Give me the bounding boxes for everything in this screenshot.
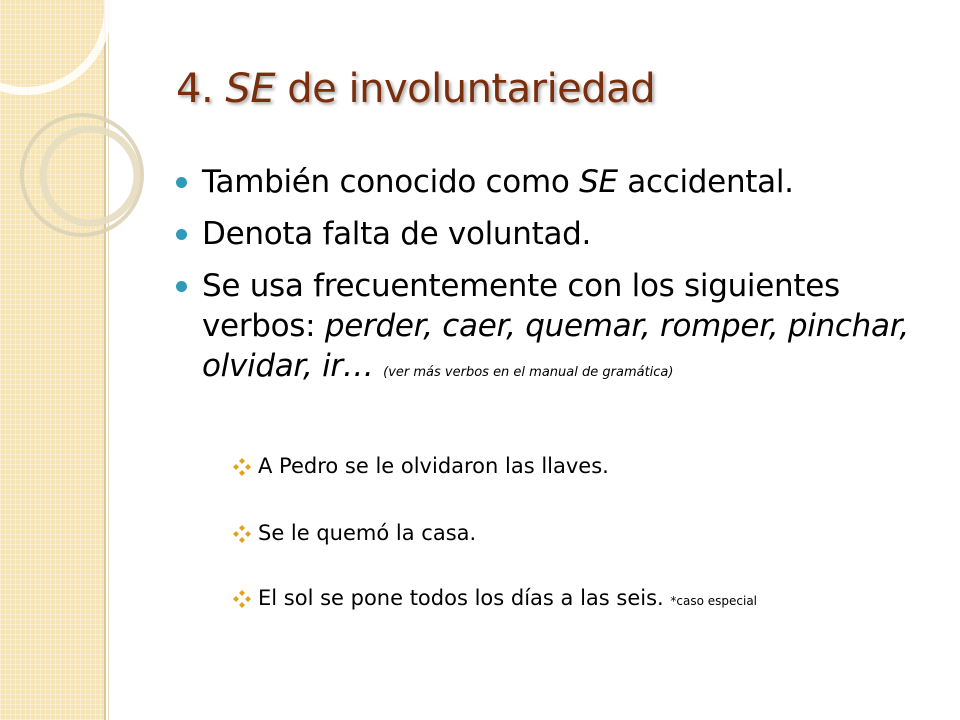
round-bullet-icon <box>176 177 187 188</box>
bullet-3-pre: Se usa frecuentemente con los siguientes verbos: <box>202 268 840 344</box>
decor-ring-top <box>0 0 108 91</box>
example-item-casa <box>232 519 757 547</box>
four-diamond-icon <box>232 457 252 477</box>
bullet-3-note: (ver más verbos en el manual de gramática) <box>383 365 674 380</box>
decorative-rings <box>0 0 200 320</box>
example-1-text: A Pedro se le olvidaron las llaves. <box>258 454 609 478</box>
title-rest: de involuntariedad <box>287 66 656 112</box>
bullet-1-em: SE <box>579 164 618 200</box>
bullet-1-text <box>202 164 794 200</box>
example-2-text: Se le quemó la casa. <box>258 521 477 545</box>
bullet-2-text: Denota falta de voluntad. <box>202 216 592 252</box>
bullet-item-accidental <box>176 162 916 202</box>
example-item-pedro <box>232 452 757 480</box>
bullet-3-text <box>202 268 909 384</box>
bullet-1-pre: También conocido como <box>202 164 580 200</box>
four-diamond-icon <box>232 524 252 544</box>
bullet-item-voluntad <box>176 214 916 254</box>
example-list <box>232 452 757 615</box>
bullet-list <box>176 162 916 405</box>
decor-ring-inner <box>43 129 137 223</box>
example-item-sol <box>232 584 757 615</box>
title-se: SE <box>225 66 276 112</box>
example-3-text: El sol se pone todos los días a las seis. <box>258 586 664 610</box>
bullet-3-verbs: perder, caer, quemar, romper, pinchar, olvidar, ir… <box>202 308 909 384</box>
round-bullet-icon <box>176 229 187 240</box>
bullet-1-post: accidental. <box>617 164 794 200</box>
slide-title <box>176 66 655 112</box>
four-diamond-icon <box>232 589 252 609</box>
example-3-note: *caso especial <box>670 594 758 608</box>
round-bullet-icon <box>176 281 187 292</box>
bullet-item-verbos <box>176 266 916 393</box>
title-number: 4. <box>176 66 214 112</box>
